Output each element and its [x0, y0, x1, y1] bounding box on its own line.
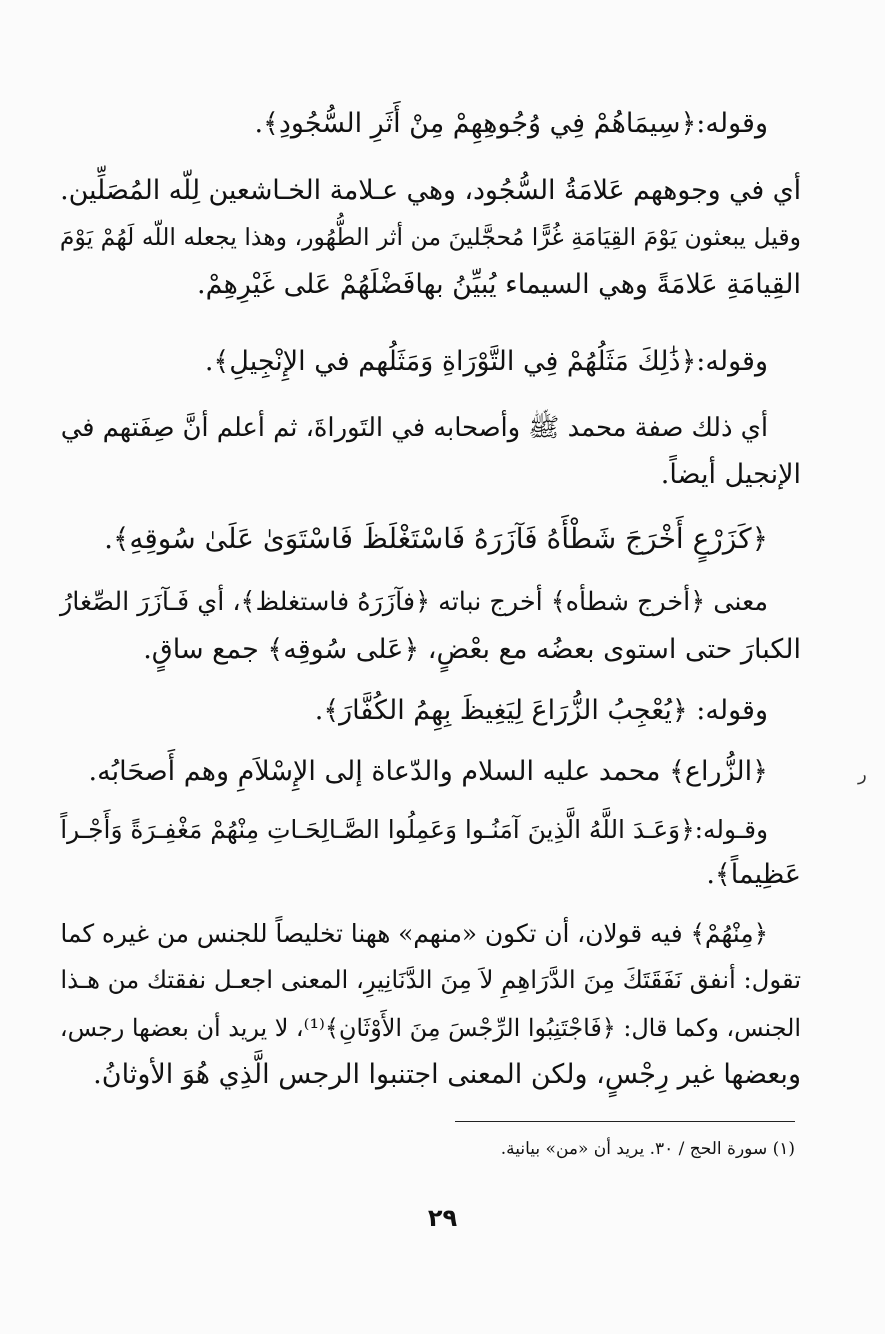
text-line: الجنس، وكما قال: ﴿فَاجْتَنِبُوا الرِّجْسَ مِنَ الأَوْثَانِ﴾⁽¹⁾، لا يريد أن بعضها رجس،	[59, 1014, 801, 1042]
verse-line: وقوله:﴿سِيمَاهُمْ فِي وُجُوهِهِمْ مِنْ أَثَرِ السُّجُودِ﴾.	[254, 108, 768, 139]
verse-line: ﴿كَزَرْعٍ أَخْرَجَ شَطْأَهُ فَآزَرَهُ فَاسْتَغْلَظَ فَاسْتَوَىٰ عَلَىٰ سُوقِهِ﴾.	[104, 522, 768, 555]
verse-line: وقوله: ﴿يُعْجِبُ الزُّرَاعَ لِيَغِيظَ بِهِمُ الكُفَّارَ﴾.	[314, 695, 768, 726]
text-line: وقيل يبعثون يَوْمَ القِيَامَةِ غُرًّا مُحجَّلينَ من أثر الطُّهُور، وهذا يجعله اللّه لَهُمْ يَوْمَ	[59, 223, 801, 251]
text-line: أي ذلك صفة محمد ﷺ وأصحابه في التَوراةَ، ثم أعلم أنَّ صِفَتهم في	[60, 413, 768, 443]
text-line: معنى ﴿أخرج شطأه﴾ أخرج نباته ﴿فآزَرَهُ فاستغلظ﴾، أي فَـآزَرَ الصِّغارُ	[60, 587, 768, 617]
page-number: ٢٩	[427, 1204, 458, 1232]
verse-line: وقوله:﴿ذَٰلِكَ مَثَلُهُمْ فِي التَّوْرَاةِ وَمَثَلُهم في الإِنْجِيلِ﴾.	[204, 346, 768, 377]
text-line: ﴿الزُّراع﴾ محمد عليه السلام والدّعاة إلى الإِسْلاَمِ وهم أَصحَابُه.	[88, 756, 768, 787]
margin-mark: ر	[858, 764, 867, 785]
text-line: القِيامَةِ عَلامَةً وهي السيماء يُبيِّنُ بهافَضْلَهُمْ عَلى غَيْرِهِمْ.	[197, 269, 801, 300]
text-line: الكبارَ حتى استوى بعضُه مع بعْضٍ، ﴿عَلى سُوقِه﴾ جمع ساقٍ.	[143, 634, 801, 665]
footnote: (١) سورة الحج / ٣٠. يريد أن «من» بيانية.	[500, 1139, 795, 1159]
text-line: عَظِيماً﴾.	[706, 859, 801, 890]
text-line: الإنجيل أيضاً.	[660, 459, 801, 490]
footnote-divider	[455, 1121, 795, 1122]
text-line: أي في وجوههم عَلامَةُ السُّجُود، وهي عـلامة الخـاشعين لِلّه المُصَلِّين.	[60, 175, 801, 206]
verse-line: وقـوله:﴿وَعَـدَ اللَّهُ الَّذِينَ آمَنُـوا وَعَمِلُوا الصَّـالِحَـاتِ مِنْهُمْ مَغْفِـرَةً وَأَجْـراً	[60, 815, 768, 844]
text-line: ﴿مِنْهُمْ﴾ فيه قولان، أن تكون «منهم» ههنا تخليصاً للجنس من غيره كما	[60, 919, 768, 948]
text-line: تقول: أنفق نَفَقَتَكَ مِنَ الدَّرَاهِمِ لاَ مِنَ الدَّنَانِيرِ، المعنى اجعـل نفقتك من هـذا	[60, 965, 801, 994]
text-line: وبعضها غير رِجْسٍ، ولكن المعنى اجتنبوا الرجس الَّذِي هُوَ الأوثانُ.	[93, 1059, 801, 1090]
